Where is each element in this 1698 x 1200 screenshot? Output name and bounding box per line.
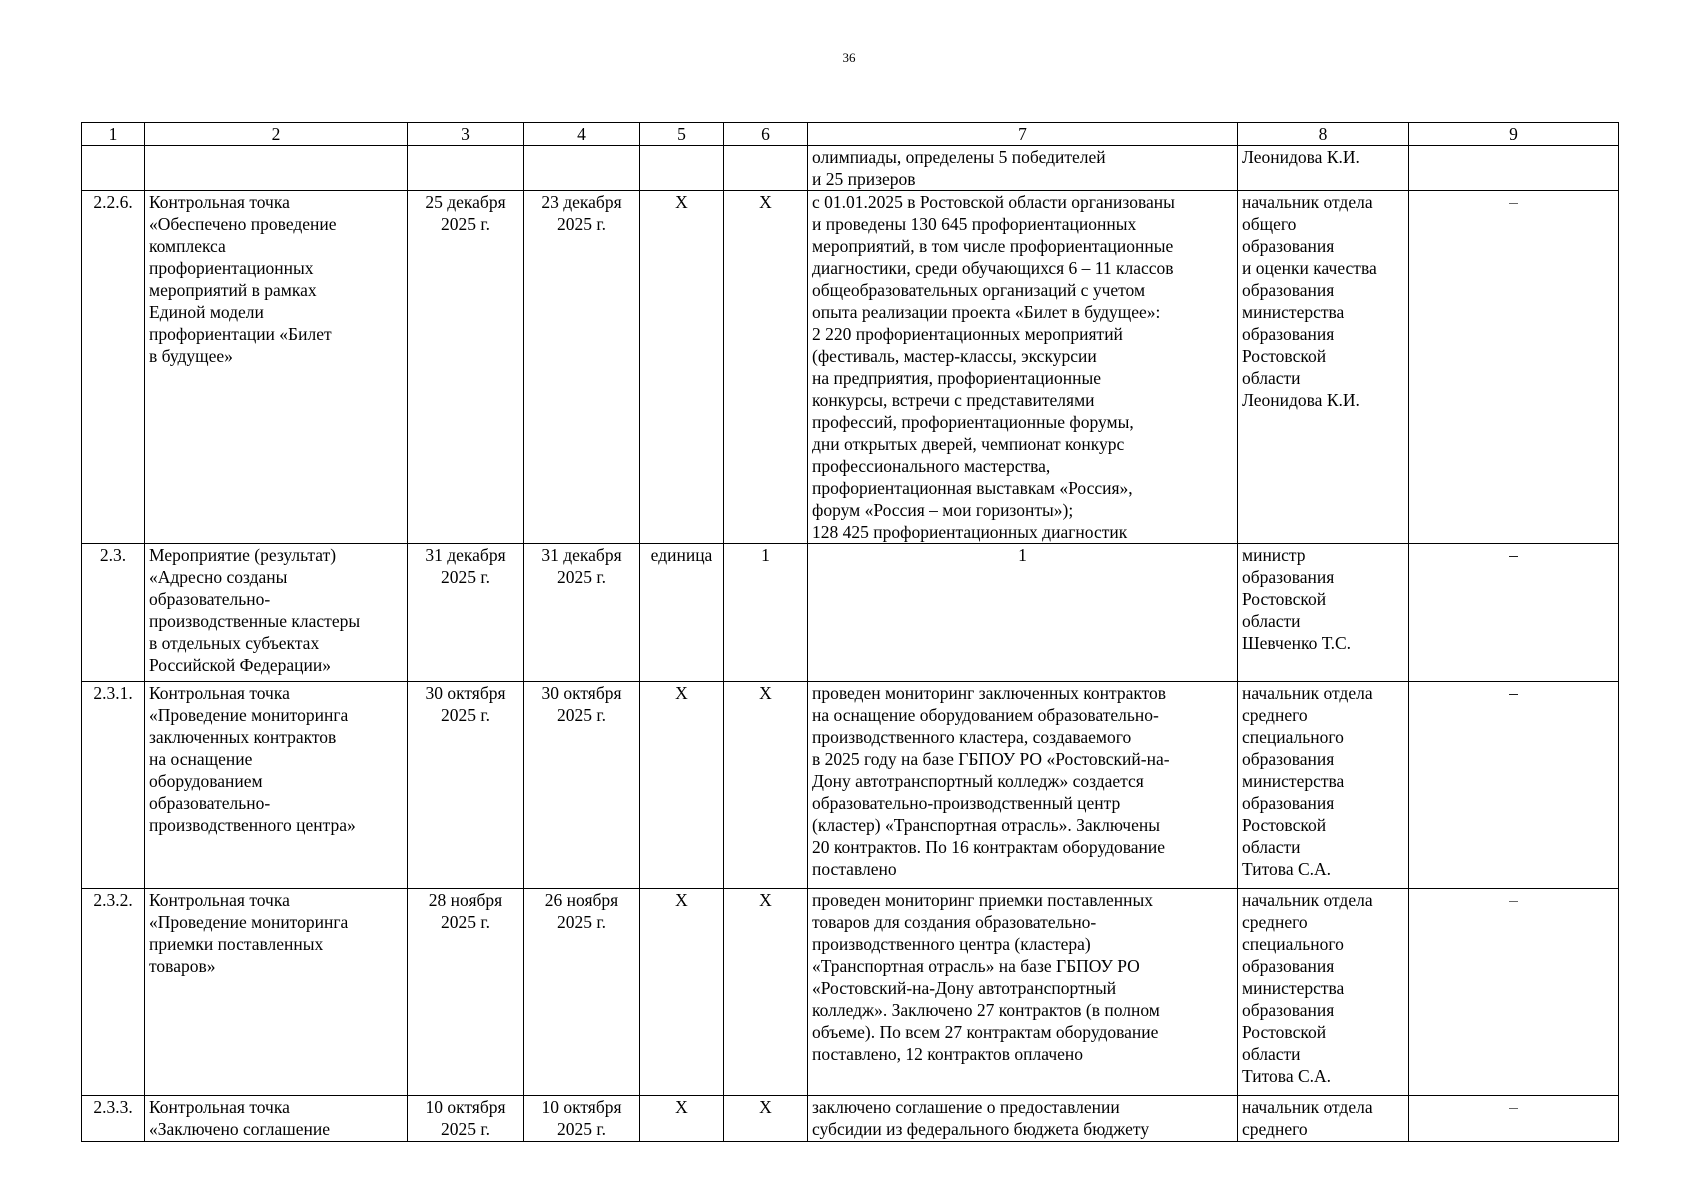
- result-cell: проведен мониторинг заключенных контрактов на оснащение оборудованием образовательно- производственного кластера, создаваемого в 2025 году на базе ГБПОУ РО «Ростовский-на- Дону автотранспортный колледж» создается образовательно-производственный центр (кластер) «Транспортная отрасль». Заключены 20 контрактов. По 16 контрактам оборудование поставлено: [808, 682, 1238, 889]
- responsible-cell: начальник отдела общего образования и оценки качества образования министерства образования Ростовской области Леонидова К.И.: [1238, 191, 1409, 544]
- note-cell: –: [1409, 544, 1619, 682]
- column-header: 1: [82, 123, 145, 146]
- name-cell: [145, 146, 408, 191]
- note-cell: –: [1409, 682, 1619, 889]
- plan-date-cell: 25 декабря 2025 г.: [408, 191, 524, 544]
- column-header: 5: [640, 123, 724, 146]
- table-row: [82, 544, 1619, 682]
- plan-date-cell: 30 октября 2025 г.: [408, 682, 524, 889]
- row-number-cell: 2.2.6.: [82, 191, 145, 544]
- fact-date-cell: 26 ноября 2025 г.: [524, 889, 640, 1096]
- responsible-cell: начальник отдела среднего специального образования министерства образования Ростовской области Титова С.А.: [1238, 889, 1409, 1096]
- row-number-cell: [82, 146, 145, 191]
- note-cell: [1409, 146, 1619, 191]
- column-header: 2: [145, 123, 408, 146]
- responsible-cell: министр образования Ростовской области Шевченко Т.С.: [1238, 544, 1409, 682]
- result-cell: с 01.01.2025 в Ростовской области организованы и проведены 130 645 профориентационных мероприятий, в том числе профориентационные диагностики, среди обучающихся 6 – 11 классов общеобразовательных организаций с учетом опыта реализации проекта «Билет в будущее»: 2 220 профориентационных мероприятий (фестиваль, мастер-классы, экскурсии на предприятия, профориентационные конкурсы, встречи с представителями профессий, профориентационные форумы, дни открытых дверей, чемпионат конкурс профессионального мастерства, профориентационная выставкам «Россия», форум «Россия – мои горизонты»); 128 425 профориентационных диагностик: [808, 191, 1238, 544]
- unit-cell: X: [640, 191, 724, 544]
- result-cell: заключено соглашение о предоставлении субсидии из федерального бюджета бюджету: [808, 1096, 1238, 1142]
- name-cell: Контрольная точка «Проведение мониторинга заключенных контрактов на оснащение оборудованием образовательно- производственного центра»: [145, 682, 408, 889]
- plan-date-cell: 31 декабря 2025 г.: [408, 544, 524, 682]
- column-header: 6: [724, 123, 808, 146]
- column-header: 4: [524, 123, 640, 146]
- value-cell: X: [724, 1096, 808, 1142]
- fact-date-cell: 31 декабря 2025 г.: [524, 544, 640, 682]
- row-number-cell: 2.3.: [82, 544, 145, 682]
- column-header: 3: [408, 123, 524, 146]
- plan-date-cell: [408, 146, 524, 191]
- value-cell: 1: [724, 544, 808, 682]
- column-header: 9: [1409, 123, 1619, 146]
- row-number-cell: 2.3.2.: [82, 889, 145, 1096]
- table-row: [82, 682, 1619, 889]
- column-header: 8: [1238, 123, 1409, 146]
- page-number: 36: [842, 50, 856, 65]
- note-cell: –: [1409, 191, 1619, 544]
- note-cell: –: [1409, 889, 1619, 1096]
- table-row: [82, 146, 1619, 191]
- unit-cell: X: [640, 889, 724, 1096]
- unit-cell: X: [640, 682, 724, 889]
- plan-date-cell: 10 октября 2025 г.: [408, 1096, 524, 1142]
- name-cell: Контрольная точка «Обеспечено проведение комплекса профориентационных мероприятий в рамках Единой модели профориентации «Билет в будущее»: [145, 191, 408, 544]
- report-table: [81, 122, 1619, 1142]
- row-number-cell: 2.3.3.: [82, 1096, 145, 1142]
- fact-date-cell: 30 октября 2025 г.: [524, 682, 640, 889]
- result-cell: 1: [808, 544, 1238, 682]
- unit-cell: X: [640, 1096, 724, 1142]
- value-cell: X: [724, 682, 808, 889]
- table-row: [82, 889, 1619, 1096]
- row-number-cell: 2.3.1.: [82, 682, 145, 889]
- name-cell: Контрольная точка «Заключено соглашение: [145, 1096, 408, 1142]
- name-cell: Мероприятие (результат) «Адресно созданы образовательно- производственные кластеры в отдельных субъектах Российской Федерации»: [145, 544, 408, 682]
- header-row: [82, 123, 1619, 146]
- value-cell: X: [724, 191, 808, 544]
- result-cell: проведен мониторинг приемки поставленных товаров для создания образовательно- производственного центра (кластера) «Транспортная отрасль» на базе ГБПОУ РО «Ростовский-на-Дону автотранспортный колледж». Заключено 27 контрактов (в полном объеме). По всем 27 контрактам оборудование поставлено, 12 контрактов оплачено: [808, 889, 1238, 1096]
- value-cell: [724, 146, 808, 191]
- responsible-cell: Леонидова К.И.: [1238, 146, 1409, 191]
- column-header: 7: [808, 123, 1238, 146]
- value-cell: X: [724, 889, 808, 1096]
- unit-cell: единица: [640, 544, 724, 682]
- fact-date-cell: [524, 146, 640, 191]
- fact-date-cell: 23 декабря 2025 г.: [524, 191, 640, 544]
- name-cell: Контрольная точка «Проведение мониторинга приемки поставленных товаров»: [145, 889, 408, 1096]
- plan-date-cell: 28 ноября 2025 г.: [408, 889, 524, 1096]
- fact-date-cell: 10 октября 2025 г.: [524, 1096, 640, 1142]
- unit-cell: [640, 146, 724, 191]
- table-row: [82, 191, 1619, 544]
- note-cell: –: [1409, 1096, 1619, 1142]
- responsible-cell: начальник отдела среднего специального образования министерства образования Ростовской области Титова С.А.: [1238, 682, 1409, 889]
- table-row: [82, 1096, 1619, 1142]
- result-cell: олимпиады, определены 5 победителей и 25 призеров: [808, 146, 1238, 191]
- responsible-cell: начальник отдела среднего: [1238, 1096, 1409, 1142]
